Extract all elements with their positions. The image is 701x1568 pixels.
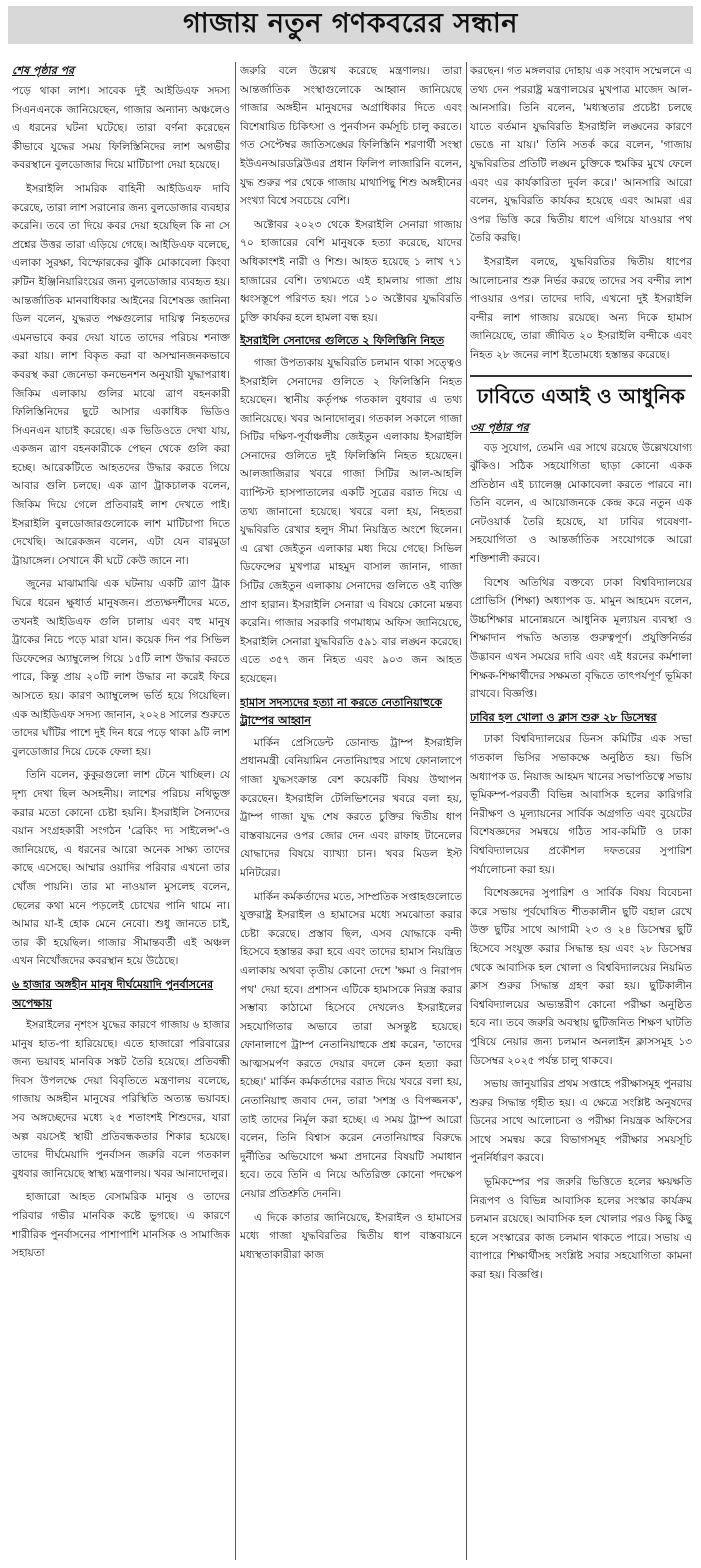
- paragraph: সভায় জানুয়ারির প্রথম সপ্তাহে পরীক্ষাসমূহ পুনরায় শুরুর সিদ্ধান্ত গৃহীত হয়। এ ক্ষেত্রে সংশ্লিষ্ট অনুষদের ডিনের সাথে আলোচনা ও পরীক্ষা নিয়ন্ত্রক অফিসের সাথে সমন্বয় করে বিভাগসমূহ পরীক্ষার সময়সূচি পুনর্নির্ধারণ করবে।: [470, 1078, 692, 1165]
- column-divider: [235, 62, 236, 1560]
- paragraph: গাজা উপত্যকায় যুদ্ধবিরতি চলমান থাকা সত্ত্বেও ইসরাইলি সেনাদের গুলিতে ২ ফিলিস্তিনি নিহত হয়েছেন। স্থানীয় কর্তৃপক্ষ গতকাল বুধবার এ তথ্য জানিয়েছে। খবর আনাদোলুর। গতকাল সকালে গাজা সিটির দক্ষিণ-পূর্বাঞ্চলীয় জেইতুন এলাকায় ইসরাইলি সেনাদের গুলিতে দুই ফিলিস্তিনি নিহত হয়েছেন। আলজাজিরার খবরে গাজা সিটির আল-আহলি ব্যাপ্টিস্ট হাসপাতালের একটি সূত্রের বরাত দিয়ে এ তথ্য জানানো হয়েছে। খবরে বলা হয়, নিহতরা যুদ্ধবিরতি রেখার হলুদ সীমা নিয়ন্ত্রিত অংশে ছিলেন। এ রেখা জেইতুন এলাকার মধ্য দিয়ে গেছে। সিভিল ডিফেন্সের মুখপাত্র মাহমুদ বাসাল জানান, গাজা সিটির জেইতুন এলাকায় সেনাদের গুলিতে ওই ব্যক্তি প্রাণ হারান। ইসরাইলি সেনারা এ বিষয়ে কোনো মন্তব্য করেনি। গাজার সরকারি গণমাধ্যম অফিস জানিয়েছে, ইসরাইলি সেনারা যুদ্ধবিরতি ৫৯১ বার লঙ্ঘন করেছে। এতে ৩৫৭ জন নিহত এবং ৯০৩ জন আহত হয়েছেন।: [240, 356, 462, 685]
- paragraph: মার্কিন কর্মকর্তাদের মতে, সাম্প্রতিক সপ্তাহগুলোতে যুক্তরাষ্ট্র ইসরাইল ও হামাসের মধ্যে সমঝোতা করার চেষ্টা করেছে। প্রস্তাব ছিল, এসব যোদ্ধাকে বন্দী হিসেবে হস্তান্তর করা হবে এবং তাদের হামাস নিয়ন্ত্রিত এলাকায় অথবা তৃতীয় কোনো দেশে 'ক্ষমা ও নিরাপদ পথ' দেয়া হবে। প্রশাসন এটিকে হামাসকে নিরস্ত্র করার সম্ভাব্য কাঠামো হিসেবে দেখলেও ইসরাইলের সহযোগিতার অভাবে তারা অসন্তুষ্ট হয়েছে। ফোনালাপে ট্রাম্প নেতানিয়াহুকে প্রশ্ন করেন, 'তাদের আত্মসমর্পণ করতে দেয়ার বদলে কেন হত্যা করা হচ্ছে।' মার্কিন কর্মকর্তাদের বরাত দিয়ে খবরে বলা হয়, নেতানিয়াহু জবাব দেন, তারা 'সশস্ত্র ও বিপজ্জনক', তাই তাদের নির্মূল করা হচ্ছে। এ সময় ট্রাম্প আরো বলেন, তিনি বিশ্বাস করেন নেতানিয়াহুর বিরুদ্ধে দুর্নীতির অভিযোগে ক্ষমা প্রদানের বিষয়টি সমাধান হবে। তবে তিনি এ নিয়ে অতিরিক্ত কোনো পদক্ষেপ নেয়ার প্রতিশ্রুতি দেননি।: [240, 890, 462, 1201]
- paragraph: ভূমিকম্পের পর জরুরি ভিত্তিতে হলের ক্ষয়ক্ষতি নিরূপণ ও বিভিন্ন আবাসিক হলের সংস্কার কার্যক্রম চলমান রয়েছে। আবাসিক হল খোলার পরও কিছু কিছু হলে সংস্কারের কাজ চলমান থাকতে পারে। সভায় এ ব্যাপারে শিক্ষার্থীসহ সংশ্লিষ্ট সবার সহযোগিতা কামনা করা হয়। বিজ্ঞপ্তি।: [470, 1176, 692, 1282]
- paragraph: জুনের মাঝামাঝি এক ঘটনায় একটি ত্রাণ ট্রাক ঘিরে ধরেন ক্ষুধার্ত মানুষজন। প্রত্যক্ষদর্শীদের মতে, তখনই আইডিএফ গুলি চালায় এবং বহু মানুষ ট্রাকের নিচে পড়ে মারা যান। কয়েক দিন পর সিভিল ডিফেন্সের অ্যাম্বুলেন্স গিয়ে ১৫টি লাশ উদ্ধার করতে পারে, কিন্তু প্রায় ২০টি লাশ উদ্ধার না করেই ফিরে আসতে হয়। কারণ অ্যাম্বুলেন্স ভর্তি হয়ে গিয়েছিল। এক আইডিএফ সদস্য জানান, ২০২৪ সালের শুরুতে তাদের ঘাঁটির পাশে দুই দিন ধরে পড়ে থাকা ৯টি লাশ বুলডোজার দিয়ে ঢেকে ফেলা হয়।: [12, 578, 230, 758]
- article-headline: ঢাবিতে এআই ও আধুনিক: [470, 375, 692, 415]
- paragraph: ইসরাইলি সামরিক বাহিনী আইডিএফ দাবি করেছে, তারা লাশ সরানোর জন্য বুলডোজার ব্যবহার করেনি। তবে তা দিয়ে কবর দেয়া হয়েছিল কি না সে প্রশ্নের উত্তর তারা এড়িয়ে গেছে। আইডিএফ বলেছে, এলাকা সুরক্ষা, বিস্ফোরকের ঝুঁকি মোকাবেলা কিংবা রুটিন ইঞ্জিনিয়ারিংয়ের জন্য বুলডোজার ব্যবহৃত হয়। আন্তর্জাতিক মানবাধিকার আইনের বিশেষজ্ঞ জানিনা ডিল বলেন, যুদ্ধরত পক্ষগুলোর দায়িত্ব নিহতদের এমনভাবে কবর দেয়া যাতে তাদের পরিচয় শনাক্ত করা যায়। লাশ বিকৃত করা বা অসম্মানজনকভাবে কবরস্থ করা জেনেভা কনভেনশন অনুযায়ী যুদ্ধাপরাধ। জিকিম এলাকায় গুলির মাঝে ত্রাণ বহনকারী ফিলিস্তিনিদের ছুটে আসার একাধিক ভিডিও সিএনএন যাচাই করেছে। এক ভিডিওতে দেখা যায়, একজন ত্রাণ বহনকারীকে পেছন থেকে গুলি করা হচ্ছে। আরেকটিতে আহতদের উদ্ধার করতে গিয়ে আবার গুলি চলছে। এক ত্রাণ ট্রাকচালক বলেন, জিকিম দিয়ে গেলে প্রতিবারই লাশ দেখতে পাই। ইসরাইলি বুলডোজারগুলোকে লাশ মাটিচাপা দিতে দেখেছি। আরেকজন বলেন, এটা যেন বারমুডা ট্রায়াঙ্গেল। সেখানে কী ঘটে কেউ জানে না।: [12, 182, 230, 567]
- paragraph: বিশেষজ্ঞদের সুপারিশ ও সার্বিক বিষয় বিবেচনা করে সভায় পূর্বঘোষিত শীতকালীন ছুটি বহাল রেখে উক্ত ছুটির সাথে আগামী ২৩ ও ২৪ ডিসেম্বর ছুটি হিসেবে সংযুক্ত করার সিদ্ধান্ত হয় এবং ২৮ ডিসেম্বর থেকে আবাসিক হল খোলা ও বিশ্ববিদ্যালয়ের নিয়মিত ক্লাস শুরুর সিদ্ধান্ত গ্রহণ করা হয়। ছুটিকালীন বিশ্ববিদ্যালয়ের অভ্যন্তরীণ কোনো পরীক্ষা অনুষ্ঠিত হবে না। তবে জরুরি অবস্থায় ছুটিজনিত শিক্ষণ ঘাটতি পুষিয়ে নেয়ার জন্য চলমান অনলাইন ক্লাসসমূহ ১৩ ডিসেম্বর ২০২৫ পর্যন্ত চালু থাকবে।: [470, 887, 692, 1067]
- column-divider: [466, 62, 467, 1560]
- column-3: [470, 62, 692, 1562]
- headline-banner: [8, 6, 693, 44]
- continuation-kicker: শেষ পৃষ্ঠার পর: [12, 64, 75, 77]
- paragraph: বড় সুযোগ, তেমনি এর সাথে রয়েছে উল্লেখযোগ্য ঝুঁকিও। সঠিক সহযোগিতা ছাড়া কোনো একক প্রতিষ্ঠান এই চ্যালেঞ্জ মোকাবেলা করতে পারবে না। তিনি বলেন, এ আয়োজনকে কেন্দ্র করে নতুন এক নেটওয়ার্ক তৈরি হয়েছে, যা ঢাবির গবেষণা-সহযোগিতা ও আন্তর্জাতিক সংযোগকে আরো শক্তিশালী করবে।: [470, 441, 692, 566]
- paragraph: এ দিকে কাতার জানিয়েছে, ইসরাইল ও হামাসের মধ্যে গাজা যুদ্ধবিরতির দ্বিতীয় ধাপ বাস্তবায়নে মধ্যস্থতাকারীরা কাজ: [240, 1211, 462, 1261]
- paragraph: বিশেষ অতিথির বক্তব্যে ঢাকা বিশ্ববিদ্যালয়ের প্রোভিসি (শিক্ষা) অধ্যাপক ড. মামুন আহমেদ বলেন, উচ্চশিক্ষার মানোন্নয়নে আধুনিক মূল্যায়ন ব্যবস্থা ও শিক্ষাদান পদ্ধতি অত্যন্ত গুরুত্বপূর্ণ। প্রযুক্তিনির্ভর উদ্ভাবন এখন সময়ের দাবি এবং এই ধরনের কর্মশালা শিক্ষক-শিক্ষার্থীদের সক্ষমতা বৃদ্ধিতে তাৎপর্যপূর্ণ ভূমিকা রাখবে। বিজ্ঞপ্তি।: [470, 576, 692, 701]
- column-1: [12, 62, 230, 1562]
- column-2: [240, 62, 462, 1562]
- paragraph: মার্কিন প্রেসিডেন্ট ডোনাল্ড ট্রাম্প ইসরাইলি প্রধানমন্ত্রী বেনিয়ামিন নেতানিয়াহুর সাথে ফোনালাপে গাজা যুদ্ধসংক্রান্ত বেশ কয়েকটি বিষয় উত্থাপন করেছেন। ইসরাইলি টেলিভিশনের খবরে বলা হয়, ট্রাম্প গাজা যুদ্ধ শেষ করতে চুক্তির দ্বিতীয় ধাপ বাস্তবায়নের ওপর জোর দেন এবং রাফাহ টানেলের যোদ্ধাদের বিষয়ে ব্যাখ্যা চান। খবর মিডল ইস্ট মনিটরের।: [240, 736, 462, 879]
- paragraph: ঢাকা বিশ্ববিদ্যালয়ের ডিনস কমিটির এক সভা গতকাল ভিসির সভাকক্ষে অনুষ্ঠিত হয়। ভিসি অধ্যাপক ড. নিয়াজ আহমদ খানের সভাপতিত্বে সভায় ভূমিকম্প-পরবর্তী বিভিন্ন আবাসিক হলের কারিগরি নিরীক্ষণ ও মূল্যায়নের সার্বিক অগ্রগতি এবং বুয়েটের বিশেষজ্ঞদের সমন্বয়ে গঠিত সাব-কমিটি ও ঢাকা বিশ্ববিদ্যালয়ের প্রকৌশল দফতরের সুপারিশ পর্যালোচনা করা হয়।: [470, 733, 692, 876]
- paragraph: জরুরি বলে উল্লেখ করেছে মন্ত্রণালয়। তারা আন্তর্জাতিক সংস্থাগুলোকে আহ্বান জানিয়েছে গাজার অঙ্গহীন মানুষদের অগ্রাধিকার দিতে এবং বিশেষায়িত চিকিৎসা ও পুনর্বাসন কর্মসূচি চালু করতে। গত সেপ্টেম্বর জাতিসঙ্ঘের ফিলিস্তিনি শরণার্থী সংস্থা ইউএনআরডব্লিউএর প্রধান ফিলিপ লাজারিনি বলেন, যুদ্ধ শুরুর পর থেকে গাজায় মাথাপিছু শিশু অঙ্গহীনের সংখ্যা বিশ্বে সবচেয়ে বেশি।: [240, 65, 462, 208]
- subheading: ঢাবির হল খোলা ও ক্লাস শুরু ২৮ ডিসেম্বর: [470, 710, 657, 724]
- paragraph: ইসরাইল বলছে, যুদ্ধবিরতির দ্বিতীয় ধাপের আলোচনার শুরু নির্ভর করছে তাদের সব বন্দীর লাশ পাওয়ার ওপর। তাদের দাবি, এখনো দুই ইসরাইলি বন্দীর লাশ গাজায় রয়েছে। অন্য দিকে হামাস জানিয়েছে, তারা জীবিত ২০ ইসরাইলি বন্দীকে এবং নিহত ২৮ জনের লাশ ইতোমধ্যে হস্তান্তর করেছে।: [470, 255, 692, 361]
- subheading: হামাস সদস্যদের হত্যা না করতে নেতানিয়াহুকে ট্রাম্পের আহ্বান: [240, 695, 443, 728]
- paragraph: অক্টোবর ২০২৩ থেকে ইসরাইলি সেনারা গাজায় ৭০ হাজারের বেশি মানুষকে হত্যা করেছে, যাদের অধিকাংশই নারী ও শিশু। আহত হয়েছে ১ লাখ ৭১ হাজারের বেশি। তথ্যমতে এই হামলায় গাজা প্রায় ধ্বংসস্তূপে পরিণত হয়। পরে ১০ অক্টোবর যুদ্ধবিরতি চুক্তি কার্যকর হলে হামলা বন্ধ হয়।: [240, 218, 462, 324]
- paragraph: হাজারো আহত বেসামরিক মানুষ ও তাদের পরিবার গভীর মানবিক কষ্টে ভুগছে। এ কারণে শারীরিক পুনর্বাসনের পাশাপাশি মানসিক ও সামাজিক সহায়তা: [12, 1191, 230, 1260]
- subheading: ৬ হাজার অঙ্গহীন মানুষ দীর্ঘমেয়াদি পুনর্বাসনের অপেক্ষায়: [12, 977, 214, 1010]
- paragraph: করছেন। গত মঙ্গলবার দোহায় এক সংবাদ সম্মেলনে এ তথ্য দেন পররাষ্ট্র মন্ত্রণালয়ের মুখপাত্র মাজেদ আল-আনসারি। তিনি বলেন, 'মধ্যস্থতার প্রচেষ্টা চলছে যাতে বর্তমান যুদ্ধবিরতি ইসরাইলি লঙ্ঘনের কারণে ভেঙে না যায়।' তিনি সতর্ক করে বলেন, 'গাজায় যুদ্ধবিরতির প্রতিটি লঙ্ঘন চুক্তিকে হুমকির মুখে ফেলে এবং এর কার্যকারিতা দুর্বল করে।' আনসারি আরো বলেন, যুদ্ধবিরতি কার্যকর হয়েছে এবং আমরা এর ওপর ভিত্তি করে দ্বিতীয় ধাপে এগিয়ে যাওয়ার পথ তৈরি করছি।: [470, 65, 692, 245]
- paragraph: ইসরাইলের নৃশংস যুদ্ধের কারণে গাজায় ৬ হাজার মানুষ হাত-পা হারিয়েছে। এতে হাজারো পরিবারের জন্য ভয়াবহ মানবিক সঙ্কট তৈরি হয়েছে। প্রতিবন্ধী দিবস উপলক্ষে দেয়া বিবৃতিতে মন্ত্রণালয় বলেছে, গাজায় অঙ্গহীন মানুষের পরিস্থিতি অত্যন্ত ভয়াবহ। সব অঙ্গচ্ছেদের মধ্যে ২৫ শতাংশই শিশুদের, যারা অল্প বয়সেই স্থায়ী প্রতিবন্ধকতার শিকার হয়েছে। তাদের দীর্ঘমেয়াদি পুনর্বাসন জরুরি বলে গতকাল বুধবার জানিয়েছে স্বাস্থ্য মন্ত্রণালয়। খবর আনাদোলুর।: [12, 1019, 230, 1180]
- headline-title: গাজায় নতুন গণকবরের সন্ধান: [183, 7, 518, 39]
- paragraph: তিনি বলেন, কুকুরগুলো লাশ টেনে খাচ্ছিল। যে দৃশ্য দেখা ছিল অসহনীয়। লাশের পরিচয় নথিভুক্ত করার মতো কোনো চেষ্টা হয়নি। ইসরাইলি সৈন্যদের বয়ান সংগ্রহকারী সংগঠন 'ব্রেকিং দ্য সাইলেন্স'-ও জানিয়েছে, এ ধরনের আরো অনেক সাক্ষ্য তাদের কাছে এসেছে। আম্মার ওয়াদির পরিবার এখনো তার খোঁজ পায়নি। তার মা নাওয়াল মুসলেহ বলেন, ছেলের কথা মনে পড়লেই চোখের পানি থামে না। আমার যা-ই হোক মেনে নেবো। শুধু জানতে চাই, তার কী হয়েছিল। গাজার সীমান্তবর্তী এই অঞ্চল এখন নিখোঁজদের কবরস্থান হয়ে উঠেছে।: [12, 769, 230, 968]
- continuation-kicker: ৩য় পৃষ্ঠার পর: [470, 420, 529, 434]
- subheading: ইসরাইলি সেনাদের গুলিতে ২ ফিলিস্তিনি নিহত: [240, 334, 445, 348]
- paragraph: পড়ে থাকা লাশ। সাবেক দুই আইডিএফ সদস্য সিএনএনকে জানিয়েছেন, গাজার অন্যান্য অঞ্চলেও এ ধরনের ঘটনা ঘটেছে। তারা বর্ণনা করেছেন কীভাবে যুদ্ধের সময় ফিলিস্তিনিদের লাশ অগভীর কবরস্থানে বুলডোজার দিয়ে মাটিচাপা দেয়া হয়েছে।: [12, 85, 230, 172]
